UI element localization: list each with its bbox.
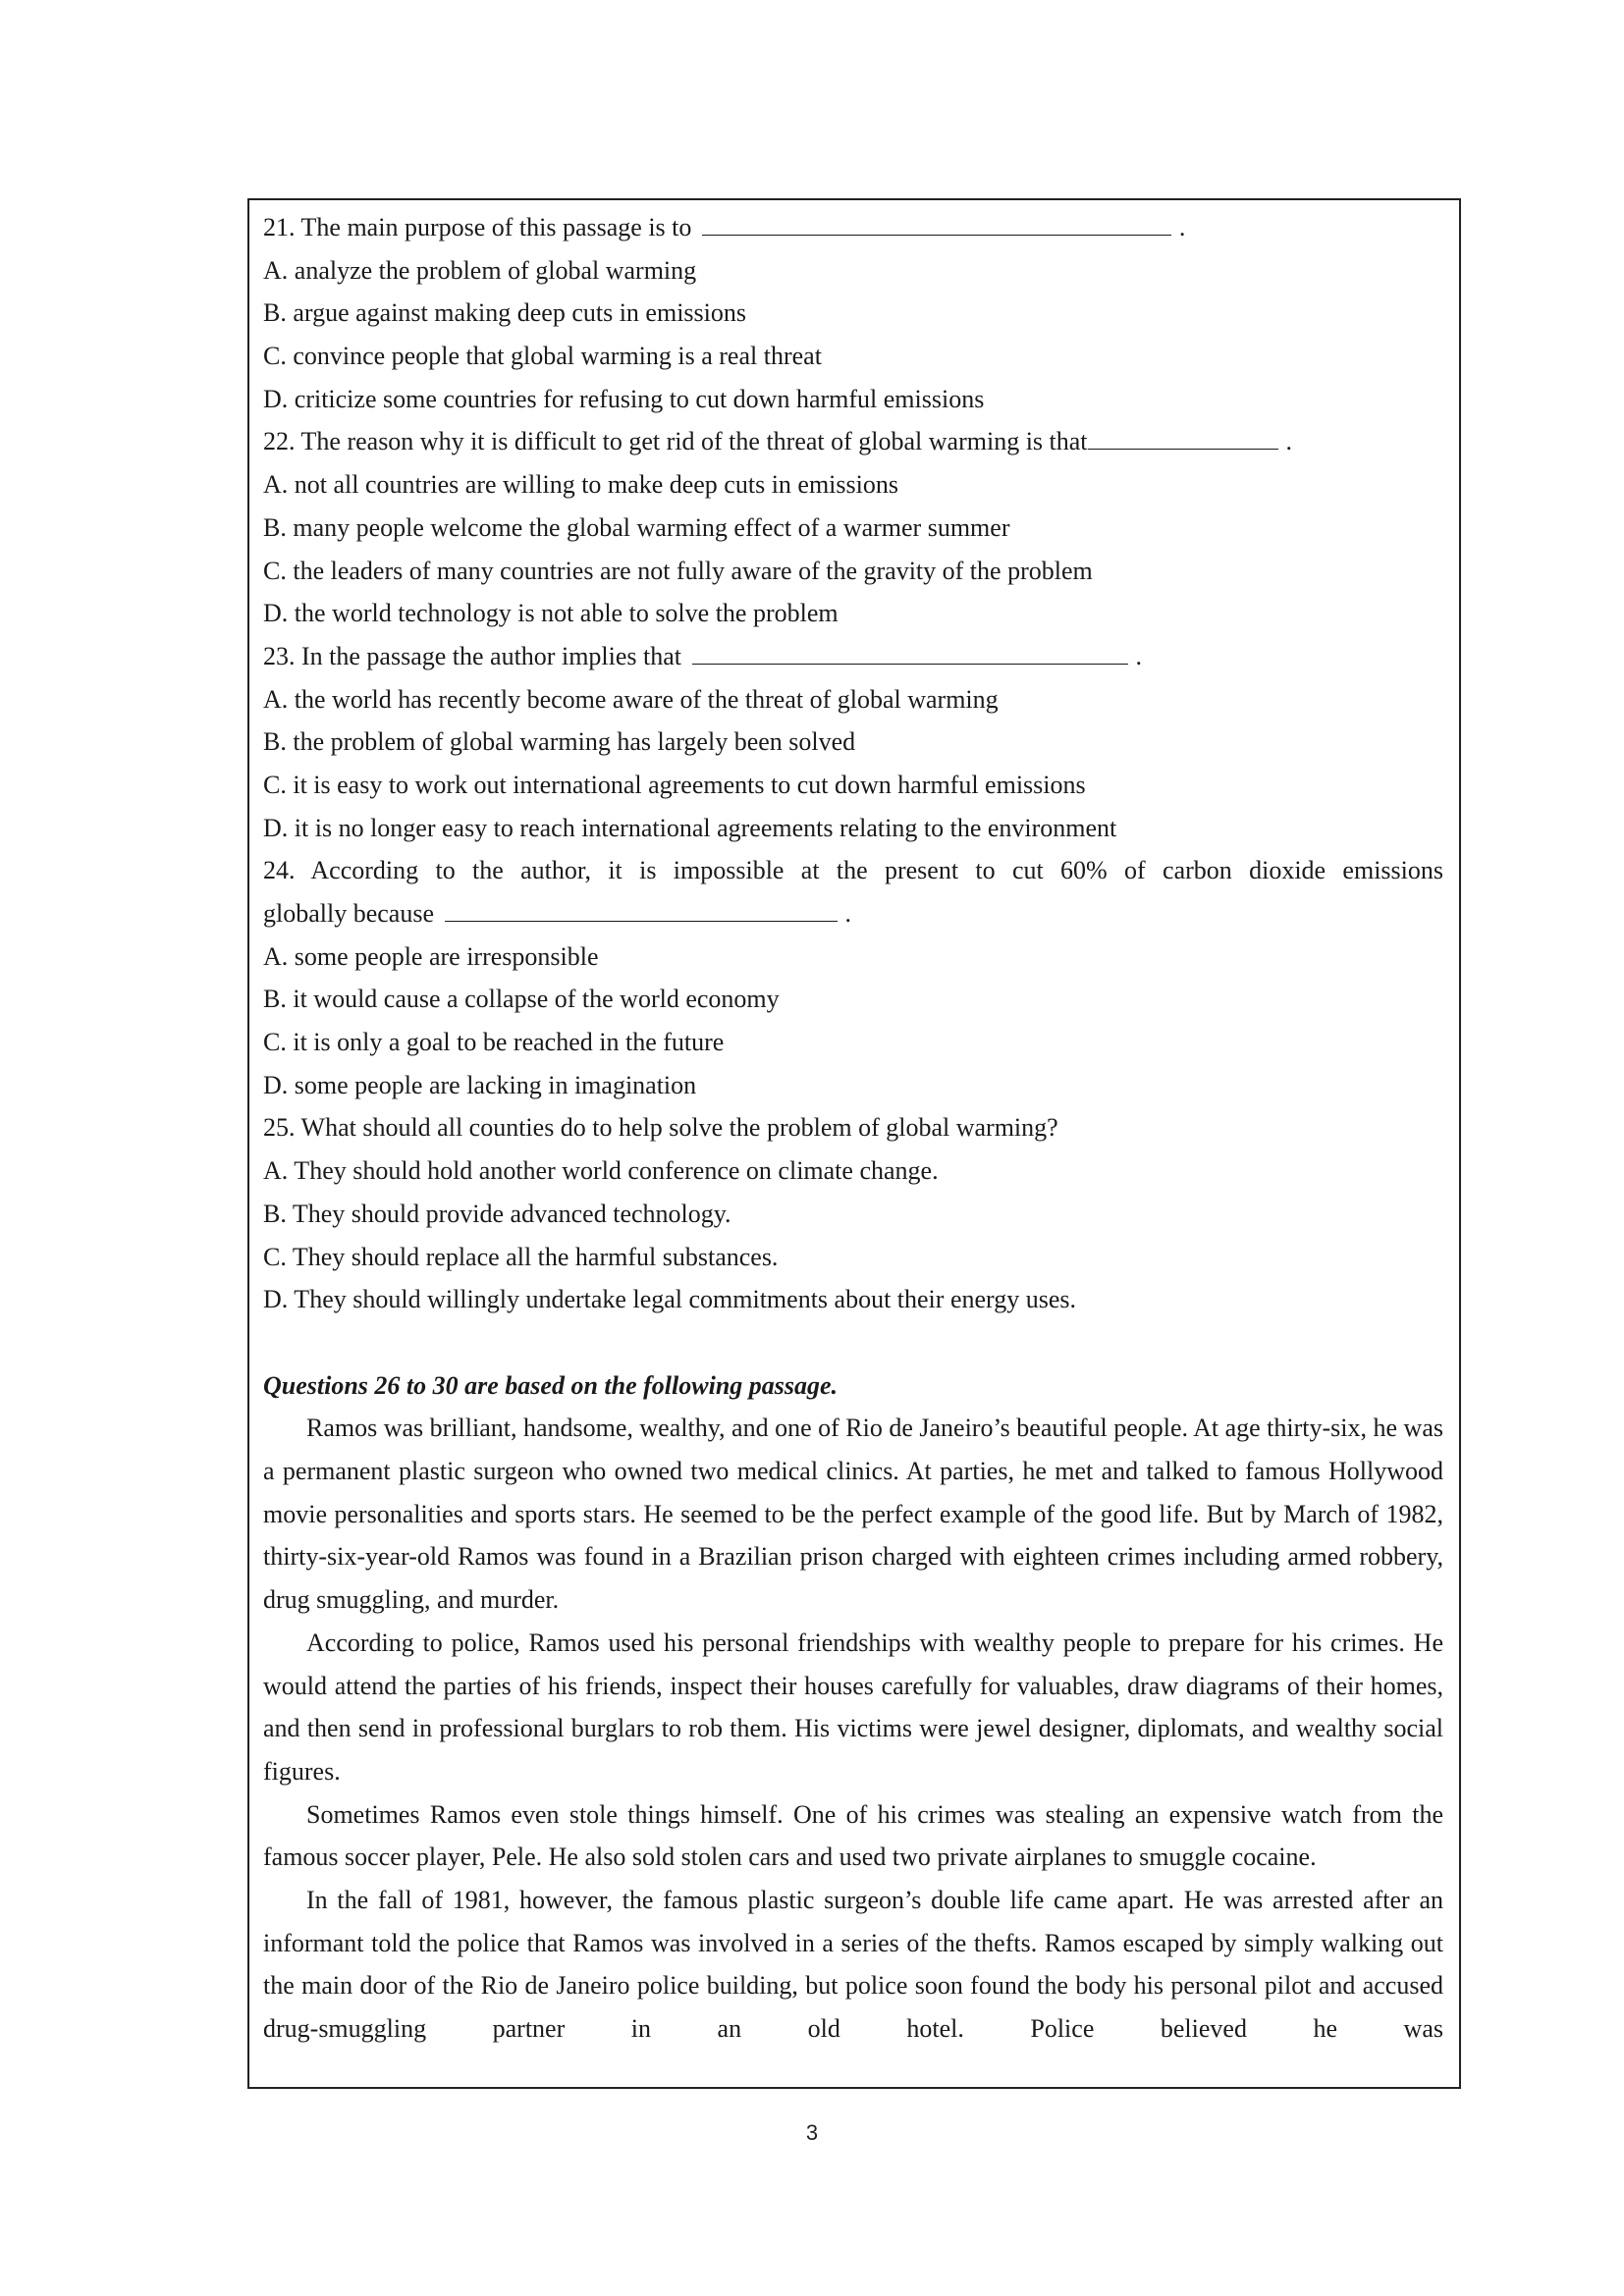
question-23-stem — [263, 635, 1443, 678]
question-21-option-a[interactable]: A. analyze the problem of global warming — [263, 255, 697, 285]
question-23-option-d[interactable]: D. it is no longer easy to reach international agreements relating to the environment — [263, 813, 1117, 842]
blank-period: . — [844, 899, 851, 929]
question-24-stem-continued — [263, 892, 1443, 935]
blank-period: . — [1285, 427, 1293, 456]
question-25-option-d[interactable]: D. They should willingly undertake legal commitments about their energy uses. — [263, 1285, 1076, 1314]
question-21-option-c[interactable]: C. convince people that global warming is a real threat — [263, 342, 822, 371]
question-22-option-c[interactable]: C. the leaders of many countries are not fully aware of the gravity of the problem — [263, 556, 1093, 585]
question-23-option-c[interactable]: C. it is easy to work out international agreements to cut down harmful emissions — [263, 770, 1086, 799]
question-25-option-c[interactable]: C. They should replace all the harmful substances. — [263, 1242, 779, 1271]
passage-paragraph: In the fall of 1981, however, the famous plastic surgeon’s double life came apart. He was arrested after an informant told the police that Ramos was involved in a series of the thefts. Ramos escaped by simply walking out the main door of the Rio de Janeiro police building, but police soon found the body his personal pilot and accused drug-smuggling partner in an old hotel. Police believed he was — [263, 1886, 1443, 2044]
question-22-option-d[interactable]: D. the world technology is not able to solve the problem — [263, 599, 839, 628]
question-stem-text: 21. The main purpose of this passage is to — [263, 213, 692, 241]
question-25-option-b[interactable]: B. They should provide advanced technology. — [263, 1199, 731, 1228]
content-frame — [247, 198, 1461, 2089]
passage-heading: Questions 26 to 30 are based on the following passage. — [263, 1370, 839, 1400]
question-21-stem — [263, 206, 1443, 249]
passage-paragraph: According to police, Ramos used his personal friendships with wealthy people to prepare for his crimes. He would attend the parties of his friends, inspect their houses carefully for valuables, draw diagrams of their homes, and then send in professional burglars to rob them. His victims were jewel designer, diplomats, and wealthy social figures. — [263, 1628, 1443, 1786]
question-22-stem — [263, 420, 1443, 463]
page-number: 3 — [805, 2120, 819, 2145]
passage-paragraph: Ramos was brilliant, handsome, wealthy, and one of Rio de Janeiro’s beautiful people. At age thirty-six, he was a permanent plastic surgeon who owned two medical clinics. At parties, he met and talked to famous Hollywood movie personalities and sports stars. He seemed to be the perfect example of the good life. But by March of 1982, thirty-six-year-old Ramos was found in a Brazilian prison charged with eighteen crimes including armed robbery, drug smuggling, and murder. — [263, 1414, 1443, 1615]
blank-period: . — [1135, 641, 1143, 670]
question-25-stem: 25. What should all counties do to help solve the problem of global warming? — [263, 1113, 1058, 1143]
section-spacer — [263, 1321, 1443, 1364]
answer-blank[interactable] — [692, 638, 1128, 665]
passage-paragraph: Sometimes Ramos even stole things himself. One of his crimes was stealing an expensive watch from the famous soccer player, Pele. He also sold stolen cars and used two private airplanes to smuggle cocaine. — [263, 1799, 1443, 1872]
question-21-option-d[interactable]: D. criticize some countries for refusing to cut down harmful emissions — [263, 384, 985, 413]
answer-blank[interactable] — [445, 895, 838, 922]
question-22-option-a[interactable]: A. not all countries are willing to make deep cuts in emissions — [263, 470, 898, 500]
question-21-option-b[interactable]: B. argue against making deep cuts in emissions — [263, 298, 746, 328]
question-24-option-d[interactable]: D. some people are lacking in imagination — [263, 1070, 697, 1099]
question-stem-text: 23. In the passage the author implies that — [263, 641, 682, 670]
question-24-option-a[interactable]: A. some people are irresponsible — [263, 941, 599, 971]
question-stem-text: 24. According to the author, it is impossible at the present to cut 60% of carbon dioxide emissions — [263, 856, 1443, 885]
question-22-option-b[interactable]: B. many people welcome the global warming effect of a warmer summer — [263, 512, 1010, 542]
answer-blank[interactable] — [1088, 423, 1278, 450]
question-24-option-c[interactable]: C. it is only a goal to be reached in the future — [263, 1028, 725, 1057]
question-24-stem — [263, 849, 1443, 892]
question-23-option-b[interactable]: B. the problem of global warming has largely been solved — [263, 727, 856, 757]
answer-blank[interactable] — [702, 209, 1171, 236]
question-24-option-b[interactable]: B. it would cause a collapse of the world economy — [263, 985, 780, 1014]
blank-period: . — [1178, 213, 1186, 241]
question-23-option-a[interactable]: A. the world has recently become aware of the threat of global warming — [263, 684, 999, 714]
question-stem-text: 22. The reason why it is difficult to get rid of the threat of global warming is that — [263, 427, 1088, 456]
question-stem-text: globally because — [263, 899, 434, 929]
question-25-option-a[interactable]: A. They should hold another world conference on climate change. — [263, 1156, 939, 1186]
